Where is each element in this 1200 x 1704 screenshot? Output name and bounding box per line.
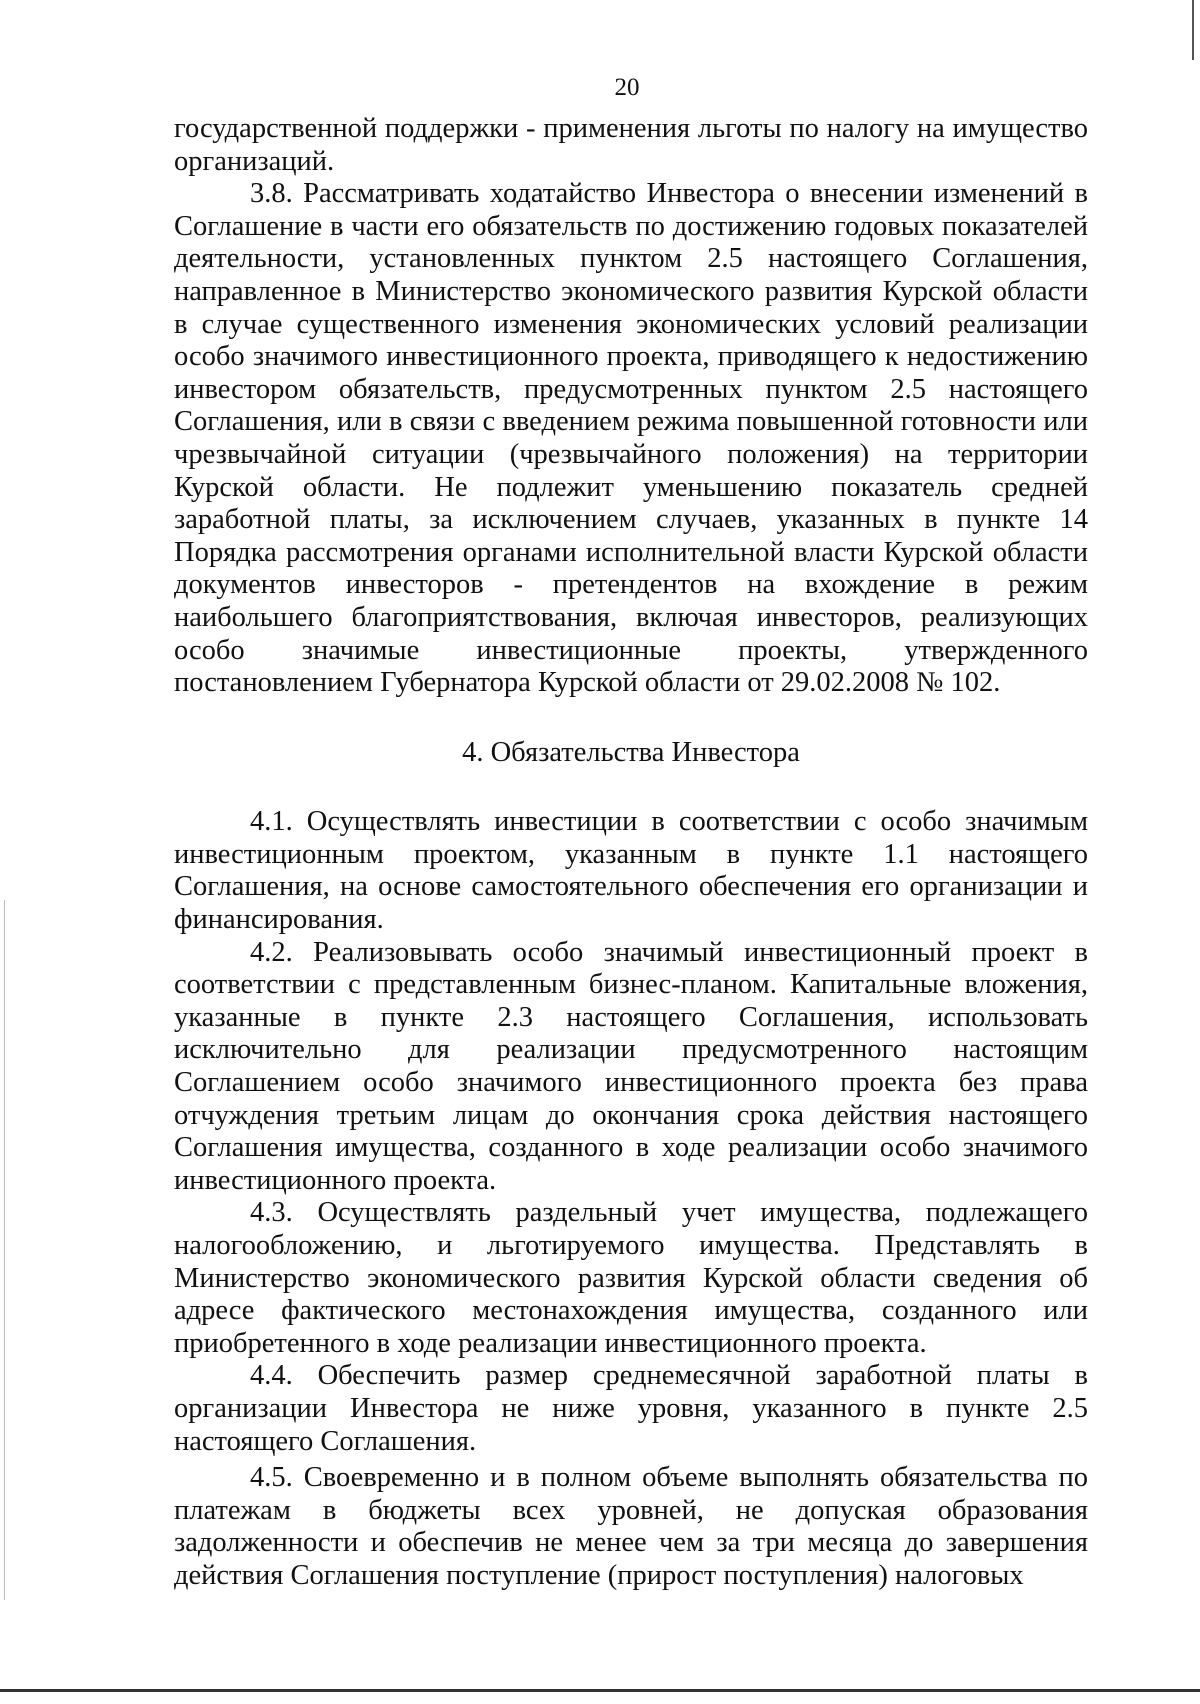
paragraph-4-2: 4.2. Реализовывать особо значимый инвестиционный проект в соответствии с представленным бизнес-планом. Капитальные вложения, указанные в пункте 2.3 настоящего Соглашения, использовать исключительно для реализации предусмотренного настоящим Соглашением особо значимого инвестиционного проекта без права отчуждения третьим лицам до окончания срока действия настоящего Соглашения имущества, созданного в ходе реализации особо значимого инвестиционного проекта. (174, 936, 1088, 1196)
document-body (174, 113, 1088, 1593)
paragraph-4-5: 4.5. Своевременно и в полном объеме выполнять обязательства по платежам в бюджеты всех уровней, не допуская образования задолженности и обеспечив не менее чем за три месяца до завершения действия Соглашения поступление (прирост поступления) налоговых (174, 1462, 1088, 1591)
scan-edge-left (4, 900, 5, 1600)
scan-edge-bottom (0, 1689, 1200, 1692)
page-number: 20 (614, 74, 640, 101)
scan-edge-right (1192, 0, 1194, 60)
paragraph-4-1: 4.1. Осуществлять инвестиции в соответствии с особо значимым инвестиционным проектом, указанным в пункте 1.1 настоящего Соглашения, на основе самостоятельного обеспечения его организации и финансирования. (174, 806, 1088, 936)
paragraph-3-8: 3.8. Рассматривать ходатайство Инвестора о внесении изменений в Соглашение в части его обязательств по достижению годовых показателей деятельности, установленных пунктом 2.5 настоящего Соглашения, направленное в Министерство экономического развития Курской области в случае существенного изменения экономических условий реализации особо значимого инвестиционного проекта, приводящего к недостижению инвестором обязательств, предусмотренных пунктом 2.5 настоящего Соглашения, или в связи с введением режима повышенной готовности или чрезвычайной ситуации (чрезвычайного положения) на территории Курской области. Не подлежит уменьшению показатель средней заработной платы, за исключением случаев, указанных в пункте 14 Порядка рассмотрения органами исполнительной власти Курской области документов инвесторов - претендентов на вхождение в режим наибольшего благоприятствования, включая инвесторов, реализующих особо значимые инвестиционные проекты, утвержденного постановлением Губернатора Курской области от 29.02.2008 № 102. (174, 178, 1088, 699)
paragraph-4-3: 4.3. Осуществлять раздельный учет имущества, подлежащего налогообложению, и льготируемого имущества. Представлять в Министерство экономического развития Курской области сведения об адресе фактического местонахождения имущества, созданного или приобретенного в ходе реализации инвестиционного проекта. (174, 1197, 1088, 1359)
paragraph-4-4: 4.4. Обеспечить размер среднемесячной заработной платы в организации Инвестора не ниже уровня, указанного в пункте 2.5 настоящего Соглашения. (174, 1360, 1088, 1457)
paragraph-continuation: государственной поддержки - применения льготы по налогу на имущество организаций. (174, 113, 1088, 177)
section-heading: 4. Обязательства Инвестора (462, 736, 800, 768)
